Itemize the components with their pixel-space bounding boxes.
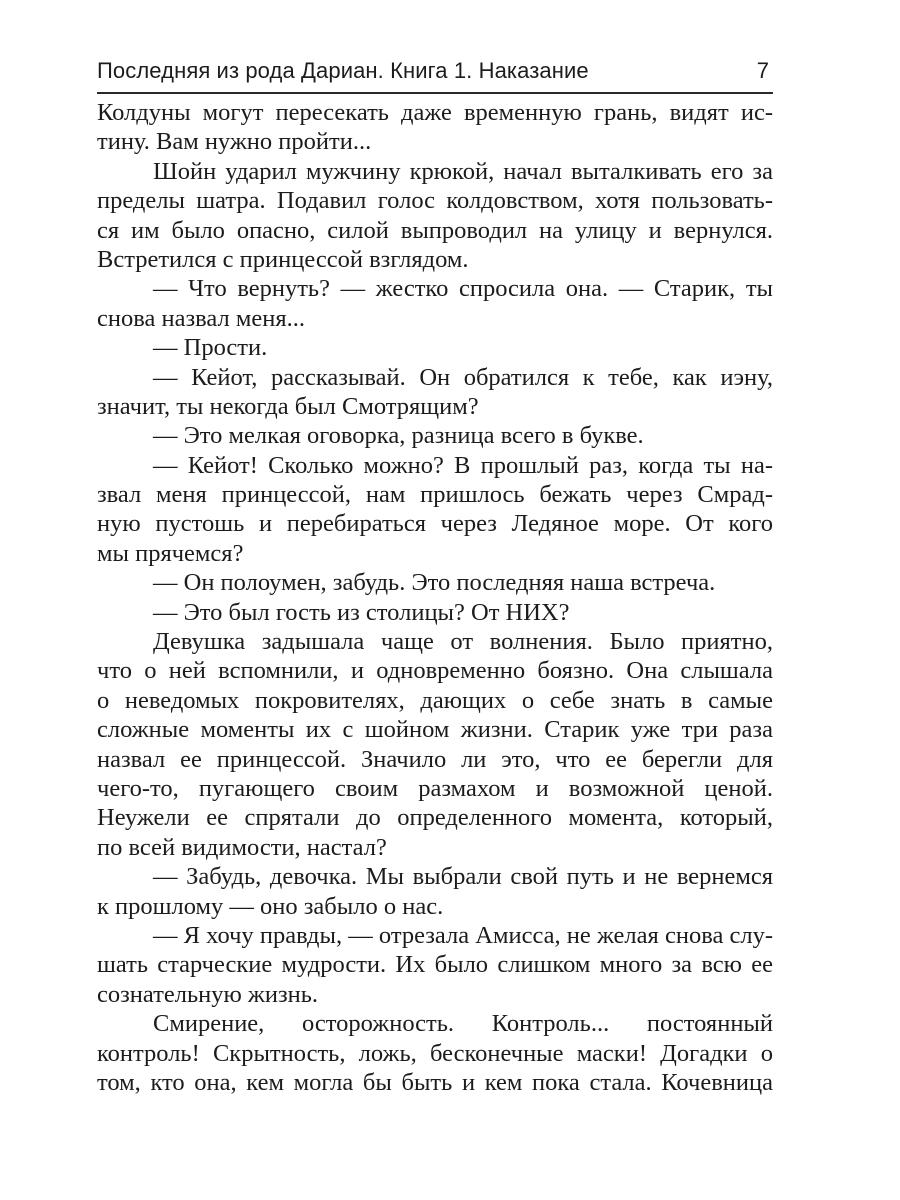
book-title: Последняя из рода Дариан. Книга 1. Наказание: [97, 58, 589, 83]
running-header: [97, 56, 773, 94]
text-line: что о ней вспомнили, и одновременно боязно. Она слышала: [97, 657, 773, 685]
text-line: снова назвал меня...: [97, 304, 305, 332]
text-line: мы прячемся?: [97, 539, 244, 567]
text-line: сложные моменты их с шойном жизни. Старик уже три раза: [97, 716, 773, 744]
text-line: — Что вернуть? — жестко спросила она. — Старик, ты: [153, 275, 773, 303]
text-line: о неведомых покровителях, дающих о себе знать в самые: [97, 686, 773, 714]
text-line: — Он полоумен, забудь. Это последняя наша встреча.: [153, 569, 716, 597]
text-line: Смирение, осторожность. Контроль... постоянный: [153, 1010, 773, 1038]
text-line: — Кейот, рассказывай. Он обратился к тебе, как иэну,: [153, 363, 773, 391]
text-line: Колдуны могут пересекать даже временную грань, видят ис-: [97, 99, 773, 126]
text-line: контроль! Скрытность, ложь, бесконечные маски! Догадки о: [97, 1039, 773, 1067]
text-line: Шойн ударил мужчину крюкой, начал выталкивать его за: [153, 157, 773, 185]
text-line: по всей видимости, настал?: [97, 833, 387, 861]
text-line: ся им было опасно, силой выпроводил на улицу и вернулся.: [97, 216, 773, 244]
text-line: — Забудь, девочка. Мы выбрали свой путь и не вернемся: [153, 863, 773, 891]
text-line: том, кто она, кем могла бы быть и кем пока стала. Кочевница: [97, 1068, 773, 1096]
text-line: — Это мелкая оговорка, разница всего в букве.: [153, 422, 644, 450]
text-line: Встретился с принцессой взглядом.: [97, 245, 469, 273]
text-line: Неужели ее спрятали до определенного момента, который,: [97, 804, 773, 832]
text-line: — Прости.: [153, 334, 268, 362]
text-line: Девушка задышала чаще от волнения. Было приятно,: [153, 628, 773, 656]
page-number: 7: [756, 58, 769, 83]
text-line: сознательную жизнь.: [97, 980, 319, 1008]
text-line: к прошлому — оно забыло о нас.: [97, 892, 444, 920]
text-line: звал меня принцессой, нам пришлось бежать через Смрад-: [97, 481, 773, 509]
text-line: — Я хочу правды, — отрезала Амисса, не желая снова слу-: [153, 921, 773, 949]
text-line: значит, ты некогда был Смотрящим?: [97, 392, 479, 420]
text-line: назвал ее принцессой. Значило ли это, что ее берегли для: [97, 745, 773, 773]
text-line: чего-то, пугающего своим размахом и возможной ценой.: [97, 774, 773, 802]
page-body: [97, 98, 773, 1097]
text-line: — Это был гость из столицы? От НИХ?: [153, 598, 570, 626]
text-line: — Кейот! Сколько можно? В прошлый раз, когда ты на-: [153, 451, 773, 479]
text-line: пределы шатра. Подавил голос колдовством, хотя пользовать-: [97, 187, 773, 215]
text-line: ную пустошь и перебираться через Ледяное море. От кого: [97, 510, 773, 538]
text-line: шать старческие мудрости. Их было слишком много за всю ее: [97, 951, 773, 979]
text-line: тину. Вам нужно пройти...: [97, 128, 372, 156]
